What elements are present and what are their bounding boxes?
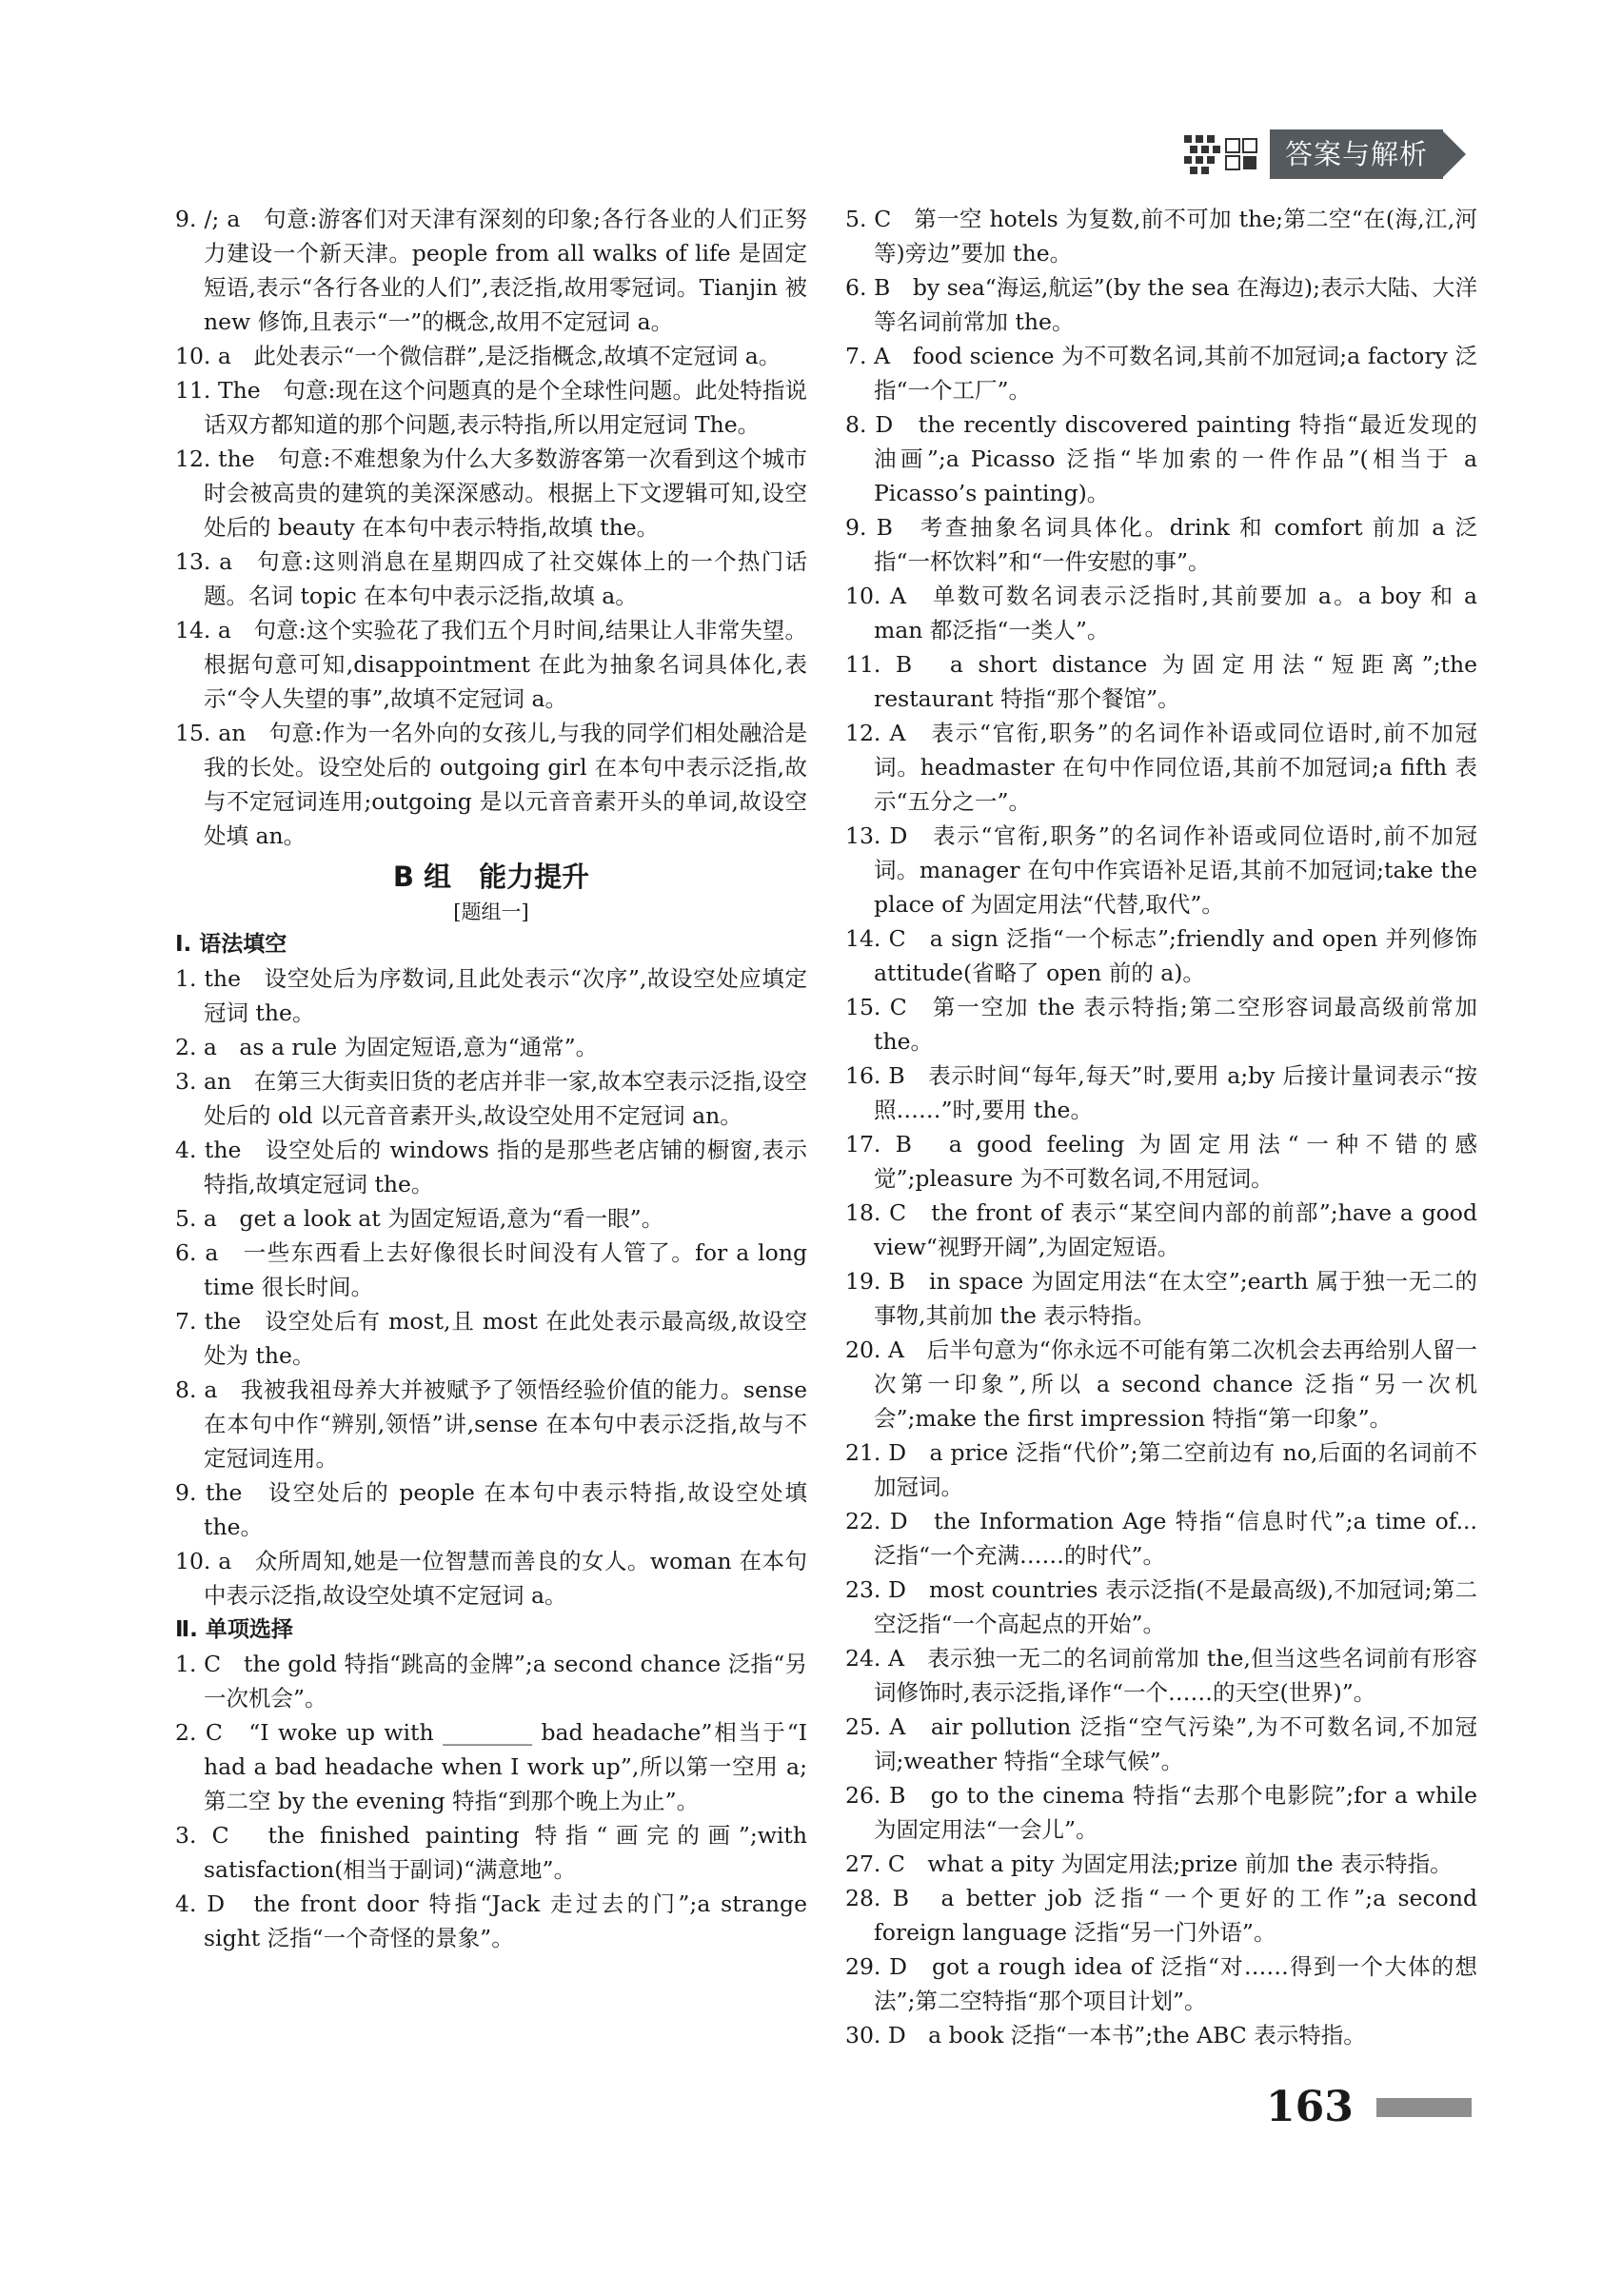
answer-item: 29. D got a rough idea of 泛指“对……得到一个大体的想法”;第二空特指“那个项目计划”。 [845, 1953, 1477, 2014]
answer-item: 13. a 句意:这则消息在星期四成了社交媒体上的一个热门话题。名词 topic 在本句中表示泛指,故填 a。 [175, 548, 807, 609]
answer-item: 16. B 表示时间“每年,每天”时,要用 a;by 后接计量词表示“按照……”时,要用 the。 [845, 1062, 1477, 1123]
answer-item: 19. B in space 为固定用法“在太空”;earth 属于独一无二的事物,其前加 the 表示特指。 [845, 1268, 1477, 1329]
answer-item: 18. C the front of 表示“某空间内部的前部”;have a good view“视野开阔”,为固定短语。 [845, 1199, 1477, 1260]
mosaic-pattern-icon [1182, 133, 1266, 175]
answer-item: 7. the 设空处后有 most,且 most 在此处表示最高级,故设空处为 the。 [175, 1308, 807, 1369]
answer-item: 12. A 表示“官衔,职务”的名词作补语或同位语时,前不加冠词。headmaster 在句中作同位语,其前不加冠词;a fifth 表示“五分之一”。 [845, 720, 1477, 815]
answer-item: 28. B a better job 泛指“一个更好的工作”;a second foreign language 泛指“另一门外语”。 [845, 1885, 1477, 1946]
answer-item: 10. a 众所周知,她是一位智慧而善良的女人。woman 在本句中表示泛指,故设空处填不定冠词 a。 [175, 1548, 807, 1609]
header-title: 答案与解析 [1270, 129, 1443, 179]
arrow-right-icon [1437, 129, 1468, 179]
footer-decorative-bar [1376, 2098, 1472, 2117]
answer-item: 24. A 表示独一无二的名词前常加 the,但当这些名词前有形容词修饰时,表示泛指,译作“一个……的天空(世界)”。 [845, 1645, 1477, 1706]
answer-item: 17. B a good feeling 为固定用法“一种不错的感觉”;pleasure 为不可数名词,不用冠词。 [845, 1131, 1477, 1192]
answer-item: 27. C what a pity 为固定用法;prize 前加 the 表示特指。 [845, 1851, 1453, 1877]
answer-item: 7. A food science 为不可数名词,其前不加冠词;a factory 泛指“一个工厂”。 [845, 343, 1477, 404]
answer-item: 8. a 我被我祖母养大并被赋予了领悟经验价值的能力。sense 在本句中作“辨别,领悟”讲,sense 在本句中表示泛指,故与不定冠词连用。 [175, 1376, 807, 1472]
answer-item: 13. D 表示“官衔,职务”的名词作补语或同位语时,前不加冠词。manager 在句中作宾语补足语,其前不加冠词;take the place of 为固定用法“代替,取代”。 [845, 822, 1477, 918]
right-column [845, 202, 1477, 2052]
answer-item: 5. a get a look at 为固定短语,意为“看一眼”。 [175, 1205, 664, 1232]
answer-item: 21. D a price 泛指“代价”;第二空前边有 no,后面的名词前不加冠词。 [845, 1439, 1477, 1500]
section-header-banner [1182, 129, 1468, 179]
answer-item: 20. A 后半句意为“你永远不可能有第二次机会去再给别人留一次第一印象”,所以 a second chance 泛指“另一次机会”;make the first impression 特指“第一印象”。 [845, 1336, 1477, 1432]
answer-item: 4. D the front door 特指“Jack 走过去的门”;a strange sight 泛指“一个奇怪的景象”。 [175, 1890, 807, 1951]
answer-item: 15. C 第一空加 the 表示特指;第二空形容词最高级前常加 the。 [845, 994, 1477, 1055]
answer-item: 25. A air pollution 泛指“空气污染”,为不可数名词,不加冠词;weather 特指“全球气候”。 [845, 1713, 1477, 1774]
page-number: 163 [1266, 2083, 1354, 2131]
answer-item: 2. a as a rule 为固定短语,意为“通常”。 [175, 1034, 599, 1060]
answer-item: 6. B by sea“海运,航运”(by the sea 在海边);表示大陆、大洋等名词前常加 the。 [845, 274, 1477, 335]
answer-item: 10. A 单数可数名词表示泛指时,其前要加 a。a boy 和 a man 都泛指“一类人”。 [845, 583, 1477, 643]
answer-item: 2. C “I woke up with ________ bad headache”相当于“I had a bad headache when I work up”,所以第一空用 a;第二空 by the evening 特指“到那个晚上为止”。 [175, 1719, 807, 1814]
answer-item: 11. B a short distance 为固定用法“短距离”;the restaurant 特指“那个餐馆”。 [845, 651, 1477, 712]
answer-item: 9. the 设空处后的 people 在本句中表示特指,故设空处填 the。 [175, 1479, 807, 1540]
answer-item: 1. C the gold 特指“跳高的金牌”;a second chance 泛指“另一次机会”。 [175, 1651, 807, 1712]
answer-item: 3. C the finished painting 特指“画完的画”;with satisfaction(相当于副词)“满意地”。 [175, 1822, 807, 1883]
answer-item: 15. an 句意:作为一名外向的女孩儿,与我的同学们相处融洽是我的长处。设空处后的 outgoing girl 在本句中表示泛指,故与不定冠词连用;outgoing 是以元音音素开头的单词,故设空处填 an。 [175, 720, 807, 849]
answer-item: 22. D the Information Age 特指“信息时代”;a time of... 泛指“一个充满……的时代”。 [845, 1508, 1477, 1569]
answer-item: 26. B go to the cinema 特指“去那个电影院”;for a while 为固定用法“一会儿”。 [845, 1782, 1477, 1843]
answer-item: 8. D the recently discovered painting 特指“最近发现的油画”;a Picasso 泛指“毕加索的一件作品”(相当于 a Picasso’s painting)。 [845, 411, 1477, 506]
answer-item: 9. B 考查抽象名词具体化。drink 和 comfort 前加 a 泛指“一杯饮料”和“一件安慰的事”。 [845, 514, 1477, 575]
answer-item: 1. the 设空处后为序数词,且此处表示“次序”,故设空处应填定冠词 the。 [175, 965, 807, 1026]
answer-item: 10. a 此处表示“一个微信群”,是泛指概念,故填不定冠词 a。 [175, 343, 781, 369]
answer-item: 5. C 第一空 hotels 为复数,前不可加 the;第二空“在(海,江,河等)旁边”要加 the。 [845, 206, 1477, 267]
answer-item: 23. D most countries 表示泛指(不是最高级),不加冠词;第二空泛指“一个高起点的开始”。 [845, 1576, 1477, 1637]
answer-item: 12. the 句意:不难想象为什么大多数游客第一次看到这个城市时会被高贵的建筑的美深深感动。根据上下文逻辑可知,设空处后的 beauty 在本句中表示特指,故填 the。 [175, 445, 807, 541]
answer-item: 9. /; a 句意:游客们对天津有深刻的印象;各行各业的人们正努力建设一个新天津。people from all walks of life 是固定短语,表示“各行各业的人们”,表泛指,故用零冠词。Tianjin 被 new 修饰,且表示“一”的概念,故用不定冠词 a。 [175, 206, 807, 335]
section-title-grammar-fill: Ⅰ. 语法填空 [175, 932, 287, 957]
section-title-multiple-choice: Ⅱ. 单项选择 [175, 1617, 293, 1642]
group-title: B 组 能力提升 [392, 861, 590, 893]
left-column [175, 202, 807, 1955]
answer-item: 30. D a book 泛指“一本书”;the ABC 表示特指。 [845, 2022, 1366, 2049]
answer-item: 11. The 句意:现在这个问题真的是个全球性问题。此处特指说话双方都知道的那个问题,表示特指,所以用定冠词 The。 [175, 377, 807, 438]
group-subtitle: [题组一] [453, 901, 529, 923]
answer-item: 4. the 设空处后的 windows 指的是那些老店铺的橱窗,表示特指,故填定冠词 the。 [175, 1137, 807, 1197]
answer-item: 14. a 句意:这个实验花了我们五个月时间,结果让人非常失望。根据句意可知,disappointment 在此为抽象名词具体化,表示“令人失望的事”,故填不定冠词 a。 [175, 617, 807, 712]
answer-item: 6. a 一些东西看上去好像很长时间没有人管了。for a long time 很长时间。 [175, 1239, 807, 1300]
answer-item: 14. C a sign 泛指“一个标志”;friendly and open 并列修饰 attitude(省略了 open 前的 a)。 [845, 925, 1477, 986]
answer-item: 3. an 在第三大街卖旧货的老店并非一家,故本空表示泛指,设空处后的 old 以元音音素开头,故设空处用不定冠词 an。 [175, 1068, 807, 1129]
